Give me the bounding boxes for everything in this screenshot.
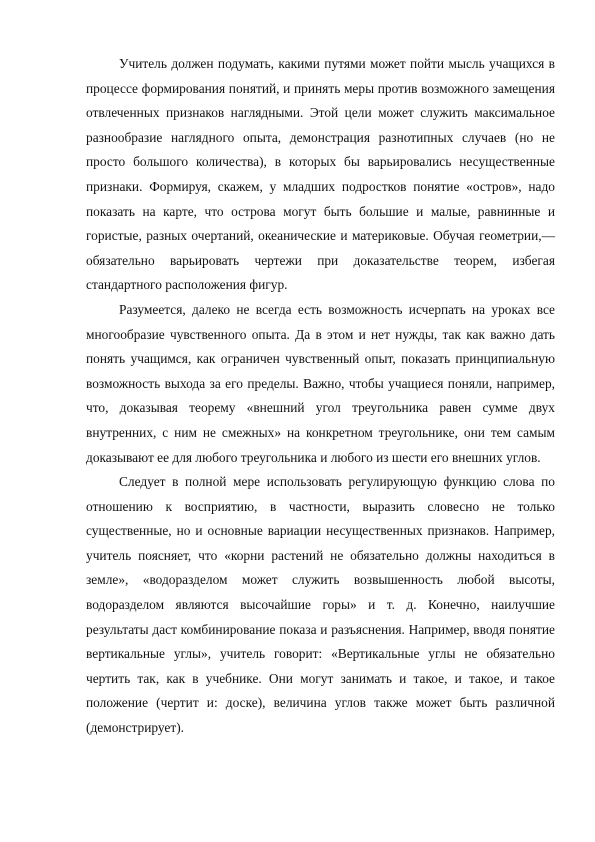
document-page — [86, 52, 555, 741]
paragraph-3: Следует в полной мере использовать регулирующую функцию слова по отношению к восприятию, в частности, выразить словесно не только существенные, но и основные вариации несущественных признаков. Например, учитель поясняет, что «корни растений не обязательно должны находиться в земле», «водоразделом может служить возвышенность любой высоты, водоразделом являются высочайшие горы» и т. д. Конечно, наилучшие результаты даст комбинирование показа и разъяснения. Например, вводя понятие вертикальные углы», учитель говорит: «Вертикальные углы не обязательно чертить так, как в учебнике. Они могут занимать и такое, и такое, и такое положение (чертит и: доске), величина углов также может быть различной (демонстрирует). — [86, 474, 555, 736]
paragraph-1: Учитель должен подумать, какими путями может пойти мысль учащихся в процессе формирования понятий, и принять меры против возможного замещения отвлеченных признаков наглядными. Этой цели может служить максимальное разнообразие наглядного опыта, демонстрация разнотипных случаев (но не просто большого количества), в которых бы варьировались несущественные признаки. Формируя, скажем, у младших подростков понятие «остров», надо показать на карте, что острова могут быть большие и малые, равнинные и гористые, разных очертаний, океанические и материковые. Обучая геометрии,— обязательно варьировать чертежи при доказательстве теорем, избегая стандартного расположения фигур. — [86, 56, 555, 293]
paragraph-2: Разумеется, далеко не всегда есть возможность исчерпать на уроках все многообразие чувственного опыта. Да в этом и нет нужды, так как важно дать понять учащимся, как ограничен чувственный опыт, показать принципиальную возможность выхода за его пределы. Важно, чтобы учащиеся поняли, например, что, доказывая теорему «внешний угол треугольника равен сумме двух внутренних, с ним не смежных» на конкретном треугольнике, они тем самым доказывают ее для любого треугольника и любого из шести его внешних углов. — [86, 301, 555, 465]
